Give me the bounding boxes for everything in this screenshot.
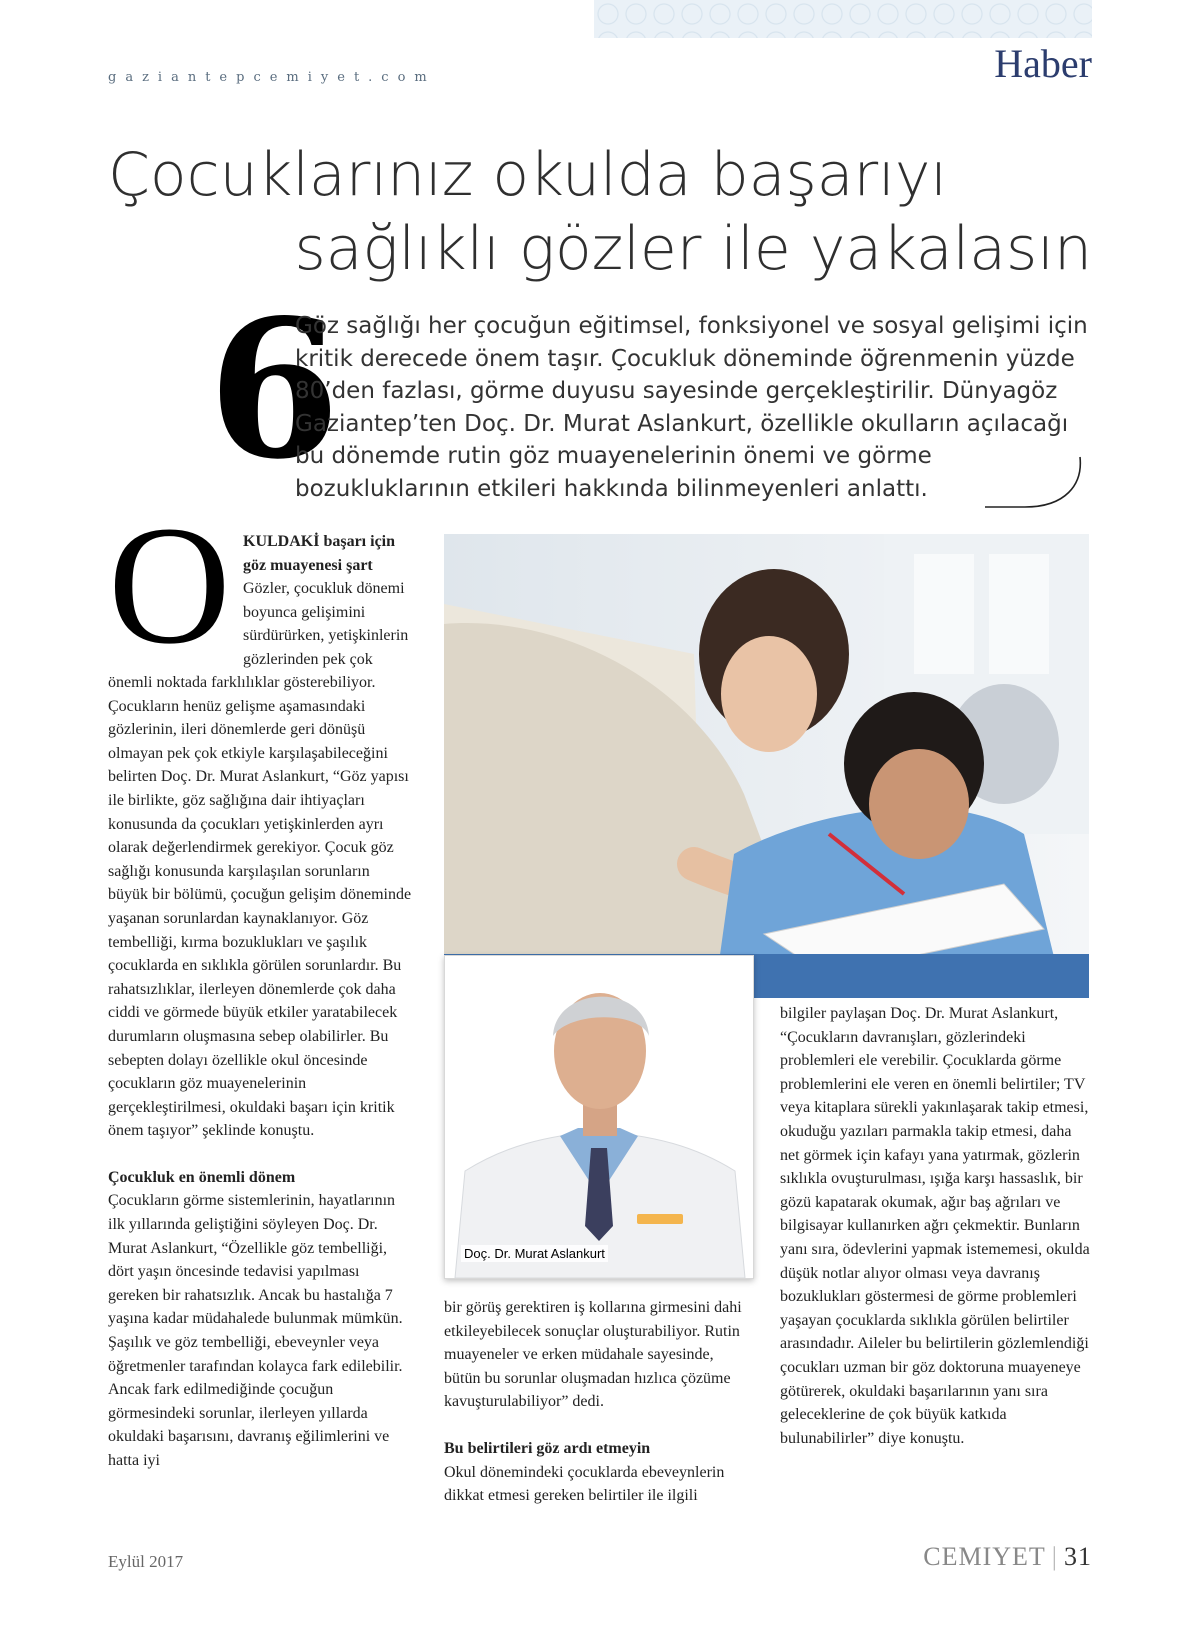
teacher-student-photo <box>444 534 1089 998</box>
col1-paragraph-2: Çocukların görme sistemlerinin, hayatlarının ilk yıllarında geliştiğini söyleyen Doç. Dr. Murat Aslankurt, “Özellikle göz tembelliği, dört yaşın öncesinde tedavisi yapılması gereken bir rahatsızlık. Ancak bu hastalığa 7 yaşına kadar müdahalede bulunmak mümkün. Şaşılık ve göz tembelliği, ebeveynler veya öğretmenler tarafından kolayca fark edilebilir. Ancak fark edilmediğinde çocuğun görmesindeki sorunlar, ilerleyen yıllarda okuldaki başarısını, davranış eğilimlerini ve hatta iyi <box>108 1192 403 1469</box>
footer-brand <box>923 1542 1092 1572</box>
column-1 <box>108 671 413 1473</box>
col2-paragraph-1: bir görüş gerektiren iş kollarına girmesini dahi etkileyebilecek sonuçlar oluşturabiliyor. Rutin muayeneler ve erken müdahale sayesinde, bütün bu sorunlar oluşmadan hızlıca çözüme kavuşturulabiliyor” dedi. <box>444 1299 742 1411</box>
teacher-student-illustration <box>444 534 1089 998</box>
col2-subheading: Bu belirtileri göz ardı etmeyin <box>444 1439 651 1457</box>
header-pattern <box>594 0 1092 38</box>
magazine-name: CEMIYET <box>923 1542 1046 1571</box>
lead-block <box>243 530 413 672</box>
column-2 <box>444 1296 749 1508</box>
title-line-2: sağlıklı gözler ile yakalasın <box>294 214 1092 284</box>
section-label: Haber <box>994 41 1092 86</box>
col1-subheading: Çocukluk en önemli dönem <box>108 1168 296 1186</box>
lead-text: Gözler, çocukluk dönemi boyunca gelişimini sürdürürken, yetişkinlerin gözlerinden pek çok <box>243 580 409 668</box>
doctor-photo <box>444 955 754 1279</box>
footer-separator: | <box>1051 1542 1058 1571</box>
doctor-illustration <box>445 956 753 1278</box>
page-number: 31 <box>1064 1542 1092 1571</box>
quote-curl-icon <box>985 455 1085 515</box>
footer-date: Eylül 2017 <box>108 1552 184 1571</box>
lead-heading: KULDAKİ başarı için göz muayenesi şart <box>243 533 396 574</box>
col2-paragraph-2: Okul dönemindeki çocuklarda ebeveynlerin dikkat etmesi gereken belirtiler ile ilgili <box>444 1463 725 1505</box>
col1-paragraph-1: önemli noktada farklılıklar gösterebiliyor. Çocukların henüz gelişme aşamasındaki gözlerinin, ileri dönemlerde geri dönüşü olmayan pek çok etkiyle karşılaşabileceğini belirten Doç. Dr. Murat Aslankurt, “Göz yapısı ile birlikte, göz sağlığına dair ihtiyaçları konusunda da çocukları yetişkinlerden ayrı olarak değerlendirmek gerekiyor. Çocuk göz sağlığı konusunda karşılaşılan sorunların büyük bir bölümü, çocuğun gelişim döneminde yaşanan sorunlardan kaynaklanıyor. Göz tembelliği, kırma bozuklukları ve şaşılık çocuklarda en sıklıkla görülen sorunlardır. Bu rahatsızlıklar, ilerleyen dönemlerde çok daha ciddi ve görmede büyük etkiler yaratabilecek durumların oluşmasına sebep olabilirler. Bu sebepten dolayı özellikle okul öncesinde çocukların göz muayenelerinin gerçekleştirilmesi, okuldaki başarı için kritik önem taşıyor” şeklinde konuştu. <box>108 674 412 1140</box>
doctor-caption: Doç. Dr. Murat Aslankurt <box>461 1245 608 1262</box>
site-url[interactable]: gaziantepcemiyet.com <box>108 70 436 85</box>
drop-cap: O <box>108 491 231 679</box>
quote-mark-icon: 6 <box>208 278 341 501</box>
column-3 <box>780 1002 1090 1450</box>
title-line-1: Çocuklarınız okulda başarıyı <box>108 140 948 210</box>
col3-paragraph-1: bilgiler paylaşan Doç. Dr. Murat Aslankurt, “Çocukların davranışları, gözlerindeki problemleri ele verebilir. Çocuklarda görme problemlerini ele veren en önemli belirtiler; TV veya kitaplara sürekli yakınlaşarak takip etmesi, okuduğu yazıları parmakla takip etmesi, daha net görmek için kafayı yana yatırmak, gözlerin sıklıkla ovuşturulması, ışığa karşı hassaslık, bir gözü kapatarak okumak, ağır baş ağrıları ve bilgisayar kullanırken ağrı çekmektir. Bunların yanı sıra, ödevlerini yapmak istememesi, okulda düşük notlar alıyor olması veya davranış bozuklukları göstermesi de görme problemleri yaşayan çocuklarda sıklıkla görülen belirtiler arasındadır. Aileler bu belirtilerin gözlemlendiği çocukları uzman bir göz doktoruna muayeneye götürerek, okuldaki başarılarının yanı sıra geleceklerine de çok büyük katkıda bulunabilirler” diye konuştu. <box>780 1005 1090 1447</box>
article-title <box>108 138 1092 286</box>
intro-paragraph: Göz sağlığı her çocuğun eğitimsel, fonksiyonel ve sosyal gelişimi için kritik derecede önem taşır. Çocukluk döneminde öğrenmenin yüzde 80’den fazlası, görme duyusu sayesinde gerçekleştirilir. Dünyagöz Gaziantep’ten Doç. Dr. Murat Aslankurt, özellikle okulların açılacağı bu dönemde rutin göz muayenelerinin önemi ve görme bozukluklarının etkileri hakkında bilinmeyenleri anlattı. <box>295 313 1088 502</box>
